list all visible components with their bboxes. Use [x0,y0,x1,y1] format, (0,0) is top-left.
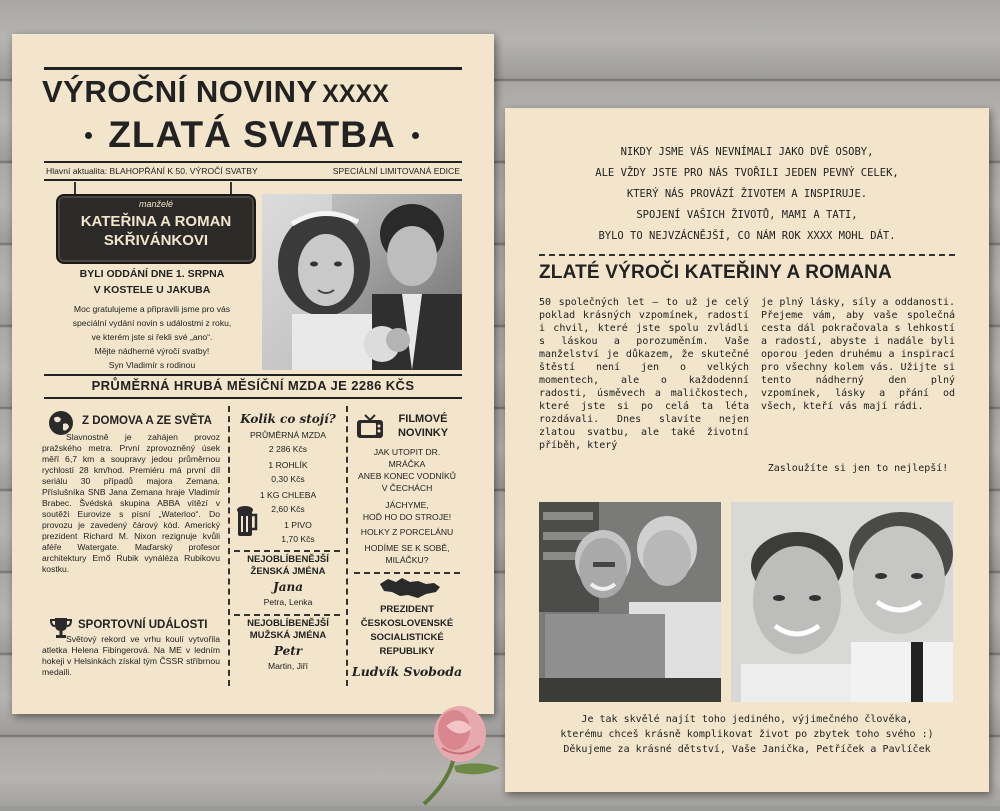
price-value-2: 2,60 Kčs [271,504,305,514]
price-label-0: PRŮMĚRNÁ MZDA [250,430,326,440]
subbar-right: SPECIÁLNÍ LIMITOVANÁ EDICE [332,166,460,176]
sign-small-text: manželé [138,199,174,209]
film-5: HOĎ HO DO STROJE! [362,512,452,522]
column-divider-1 [228,406,230,686]
congrats-5: Syn Vladimír s rodinou [108,360,196,370]
price-label-2: 1 KG CHLEBA [259,490,317,500]
footer-line-1: kterému chceš krásně komplikovat život po zbytek toho svého :) [560,729,934,740]
home-world-text: Slavnostně je zahájen provoz pražského metra. První zprovozněný úsek měří 6,7 km a soupravy jedou průměrnou rychlostí 28 km/hod. Premiéru má první díl seriálu 30 případů majora Zemana. Příslušníka SNB Jana Zemana hraje Vladimír Brabec. Švédská skupina ABBA vítězí v soutěži Eurovize s písní „Waterloo“. Do provozu je zavedený čárový kód. Americký prezident Richard M. Nixon rezignuje kvůli aféře Watergate. Maďarský profesor architektury Ernő Rubik vynáléza Rubikovu kostku. [42,432,220,574]
salary-rule-bottom [44,397,462,399]
intro-block [525,142,969,247]
article-column-1: 50 společných let – to už je celý poklad krásných vzpomínek, radostí i chvil, které jste spolu zvládli s láskou a porozuměním. Vaše manželství je důkazem, že skutečné štěstí není jen o velkých momentech, ale o každodenní radosti, úsměvech a maličkostech, které jste si po celá ta léta rozdávali. Dnes slavíte nejen zlatou svatbu, ale také životní příběh, který [539,297,749,451]
film-1: MRÁČKA [388,459,426,469]
president-country-2: SOCIALISTICKÉ [370,632,444,643]
film-divider [354,572,460,574]
masthead [42,74,462,114]
congrats-1: Moc gratulujeme a připravili jsme pro vás [73,304,231,314]
sport-text: Světový rekord ve vrhu koulí vytvořila atletka Helena Fibingerová. Na ME v ledním hokeji v Helsinkách získal tým ČSSR stříbrnou medaili. [42,634,220,677]
grandparents-photo [539,502,721,702]
home-world-title: Z DOMOVA A ZE SVĚTA [82,415,212,427]
film-2: ANEB KONEC VODNÍKŮ [358,471,456,481]
male-names-title-1: NEJOBLÍBENĚJŠÍ [247,618,329,629]
footer-block [515,712,979,757]
film-8: MILÁČKU? [385,555,429,565]
president-country-1: ČESKOSLOVENSKÉ [360,618,454,629]
anniversary-headline: ZLATÉ VÝROČI KATEŘINY A ROMANA [539,262,892,283]
sign-names: KATEŘINA A ROMAN [80,213,232,230]
film-7: HODÍME SE K SOBĚ, [364,543,450,553]
left-newspaper-page [12,34,494,714]
film-6: HOLKY Z PORCELÁNU [360,527,454,537]
film-3: V ČECHÁCH [381,483,433,493]
president-country-3: REPUBLIKY [379,646,435,657]
intro-line-0: NIKDY JSME VÁS NEVNÍMALI JAKO DVĚ OSOBY, [620,146,874,158]
tv-icon [356,414,384,440]
subbar-rule-top [44,161,462,163]
right-newspaper-page [505,108,989,792]
article-closing: Zasloužíte si jen to nejlepší! [767,463,949,474]
president-label: PREZIDENT [380,604,434,615]
married-line-1: BYLI ODDÁNÍ DNE 1. SRPNA [79,268,225,280]
film-title-1: FILMOVÉ [398,413,448,425]
intro-line-2: KTERÝ NÁS PROVÁZÍ ŽIVOTEM A INSPIRUJE. [626,188,868,200]
intro-line-4: BYLO TO NEJVZÁCNĚJŠÍ, CO NÁM ROK XXXX MOHL DÁT. [598,230,896,242]
footer-line-0: Je tak skvělé najít toho jediného, výjimečného člověka, [581,714,913,725]
names-divider-2 [234,614,340,616]
male-names-title-2: MUŽSKÁ JMÉNA [249,630,327,641]
female-names-title-2: ŽENSKÁ JMÉNA [250,566,326,577]
film-title-2: NOVINKY [397,427,449,439]
female-top-name: Jana [273,580,303,594]
film-4: JÁCHYME, [385,500,429,510]
film-0: JAK UTOPIT DR. [373,447,441,457]
bullet-right [412,132,419,139]
footer-line-2: Děkujeme za krásné dětství, Vaše Janička, Petříček a Pavlíček [563,744,931,755]
bullet-left [85,132,92,139]
congrats-2: speciální vydání novin s událostmi z roku, [72,318,232,328]
subbar-rule-bottom [44,179,462,181]
masthead-subtitle-row [42,114,462,158]
top-rule [44,67,462,70]
masthead-title: VÝROČNÍ NOVINY [42,74,318,109]
sport-title: SPORTOVNÍ UDÁLOSTI [78,619,208,631]
intro-line-3: SPOJENÍ VAŠICH ŽIVOTŮ, MAMI A TATI, [636,209,858,221]
intro-divider [539,254,955,256]
salary-rule-top [44,374,462,376]
name-sign [56,194,256,264]
sign-surname: SKŘIVÁNKOVI [103,232,209,249]
salary-headline: PRŮMĚRNÁ HRUBÁ MĚSÍČNÍ MZDA JE 2286 KČS [91,378,415,393]
female-names-title-1: NEJOBLÍBENĚJŠÍ [247,554,329,565]
male-top-name: Petr [273,644,303,658]
price-label-3: 1 PIVO [284,520,312,530]
male-other-names: Martin, Jiří [267,661,309,671]
price-value-1: 0,30 Kčs [271,474,305,484]
names-divider-1 [234,550,340,552]
grandchildren-photo [731,502,953,702]
congrats-4: Mějte nádherné výročí svatby! [94,346,210,356]
subbar-left: Hlavní aktualita: BLAHOPŘÁNÍ K 50. VÝROČÍ SVATBY [46,166,258,176]
beer-icon [236,504,258,538]
price-label-1: 1 ROHLÍK [268,460,308,470]
intro-line-1: ALE VŽDY JSTE PRO NÁS TVOŘILI JEDEN PEVNÝ CELEK, [595,167,899,179]
czechoslovakia-map-icon [378,576,442,600]
rose-icon [410,700,510,806]
married-line-2: V KOSTELE U JAKUBA [93,284,211,296]
masthead-year: XXXX [322,80,389,108]
president-name: Ludvík Svoboda [351,664,463,679]
female-other-names: Petra, Lenka [263,597,313,607]
prices-title: Kolik co stojí? [240,412,336,426]
column-divider-2 [346,406,348,686]
article-column-2: je plný lásky, síly a oddanosti. Přejeme vám, aby vaše společná cesta dál pokračovala s lehkostí a radostí, abyste i nadále byli oporou jeden druhému a inspirací pro všechny kolem vás. Užijte si tento nádherný den plný vzpomínek, lásky a přání od všech, kteří vás mají rádi. [761,297,955,412]
masthead-zlata-svatba: ZLATÁ SVATBA [108,114,396,155]
price-value-3: 1,70 Kčs [281,534,315,544]
wedding-photo [262,194,462,370]
congrats-3: ve kterém jste si řekli své „ano“. [91,332,213,342]
price-value-0: 2 286 Kčs [268,444,308,454]
